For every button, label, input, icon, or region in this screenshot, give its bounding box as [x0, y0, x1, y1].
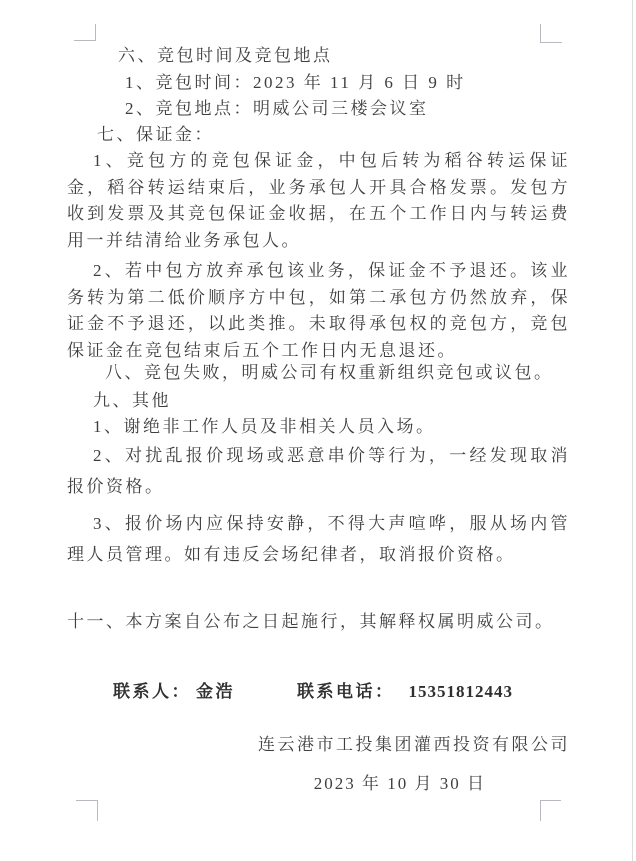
- crop-mark-top-left: [74, 24, 96, 41]
- deposit-paragraph-2: 2、若中包方放弃承包该业务，保证金不予退还。该业务转为第二低价顺序方中包，如第二承包方仍然放弃，保证金不予退还，以此类推。未取得承包权的竞包方，竞包保证金在竞包结束后五个工作日内无息退还。: [67, 261, 570, 360]
- section-9-heading: 九、其他: [93, 391, 171, 410]
- crop-mark-bottom-right: [540, 800, 561, 821]
- deposit-paragraph-1: 1、竞包方的竞包保证金，中包后转为稻谷转运保证金，稻谷转运结束后，业务承包人开具合格发票。发包方收到发票及其竞包保证金收据，在五个工作日内与转运费用一并结清给业务承包人。: [67, 151, 570, 250]
- crop-mark-top-right: [540, 24, 562, 43]
- page-edge-line: [632, 0, 633, 861]
- other-rule-3: 3、报价场内应保持安静，不得大声喧哗，服从场内管理人员管理。如有违反会场纪律者，取消报价资格。: [67, 514, 570, 564]
- signature-company: 连云港市工投集团灌西投资有限公司: [258, 735, 570, 754]
- section-11-paragraph: 十一、本方案自公布之日起施行，其解释权属明威公司。: [67, 612, 555, 631]
- contact-phone-number: 15351812443: [408, 682, 513, 701]
- other-rule-1: 1、谢绝非工作人员及非相关人员入场。: [93, 417, 436, 436]
- crop-mark-bottom-left: [76, 800, 98, 821]
- other-rule-2: 2、对扰乱报价现场或恶意串价等行为，一经发现取消报价资格。: [67, 446, 570, 496]
- contact-phone-label: 联系电话：: [297, 682, 395, 701]
- contact-line: [113, 677, 513, 702]
- section-6-heading: 六、竞包时间及竞包地点: [118, 46, 333, 65]
- signature-date: 2023 年 10 月 30 日: [313, 774, 486, 793]
- bid-time-item: 1、竞包时间：2023 年 11 月 6 日 9 时: [125, 73, 466, 92]
- section-8-paragraph: 八、竞包失败，明威公司有权重新组织竞包或议包。: [105, 363, 554, 382]
- section-7-heading: 七、保证金：: [97, 125, 214, 144]
- contact-person-name: 金浩: [196, 682, 235, 701]
- bid-location-item: 2、竞包地点：明威公司三楼会议室: [125, 99, 429, 118]
- contact-person-label: 联系人：: [113, 682, 191, 701]
